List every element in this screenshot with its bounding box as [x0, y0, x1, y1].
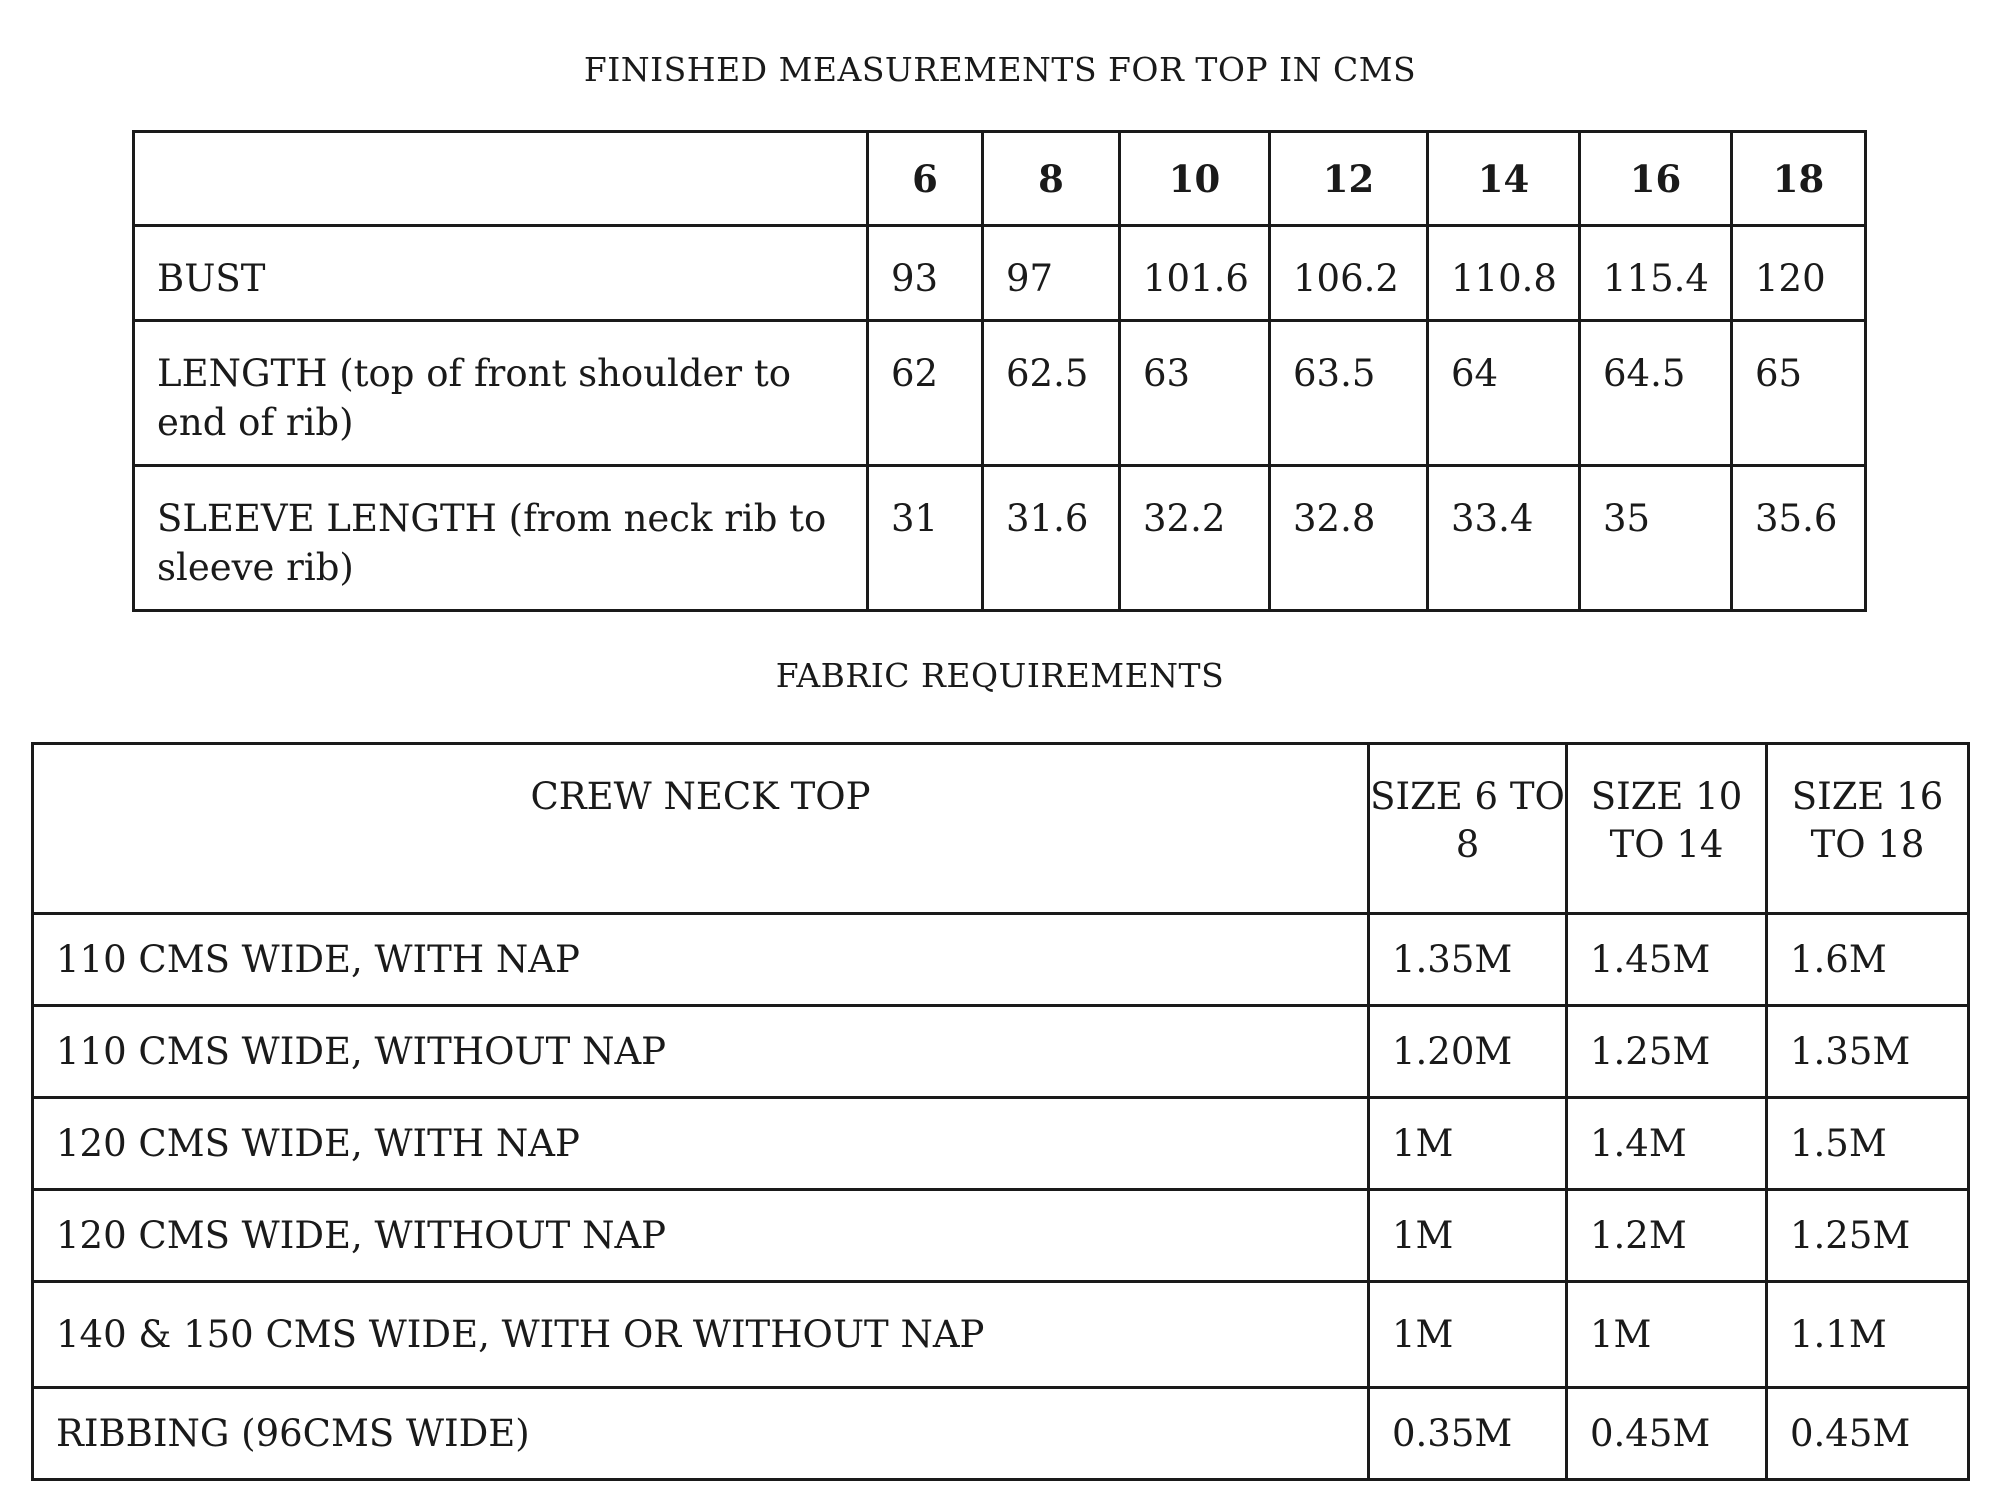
row-label: BUST	[134, 226, 868, 321]
table-row	[33, 1190, 1969, 1282]
fabric-size-column: SIZE 10 TO 14	[1567, 744, 1767, 914]
fabric-header-label: CREW NECK TOP	[33, 744, 1369, 914]
value-cell: 1M	[1369, 1098, 1567, 1190]
measurements-header-row	[134, 132, 1866, 226]
value-cell: 64.5	[1580, 321, 1732, 466]
value-cell: 120	[1732, 226, 1866, 321]
row-label: 120 CMS WIDE, WITH NAP	[33, 1098, 1369, 1190]
measurements-table	[132, 130, 1867, 612]
row-label: LENGTH (top of front shoulder to end of rib)	[134, 321, 868, 466]
table-row	[134, 321, 1866, 466]
value-cell: 35.6	[1732, 466, 1866, 611]
value-cell: 63.5	[1270, 321, 1428, 466]
value-cell: 0.45M	[1567, 1388, 1767, 1480]
value-cell: 1.5M	[1767, 1098, 1969, 1190]
size-header: 14	[1428, 132, 1580, 226]
value-cell: 1M	[1369, 1282, 1567, 1388]
value-cell: 1.25M	[1767, 1190, 1969, 1282]
value-cell: 64	[1428, 321, 1580, 466]
row-label: 110 CMS WIDE, WITH NAP	[33, 914, 1369, 1006]
measurements-corner-cell	[134, 132, 868, 226]
table-row	[33, 1006, 1969, 1098]
table-row	[134, 466, 1866, 611]
measurements-title: FINISHED MEASUREMENTS FOR TOP IN CMS	[583, 50, 1417, 89]
table-row	[33, 1282, 1969, 1388]
value-cell: 1M	[1567, 1282, 1767, 1388]
value-cell: 1.1M	[1767, 1282, 1969, 1388]
table-row	[33, 914, 1969, 1006]
row-label: 120 CMS WIDE, WITHOUT NAP	[33, 1190, 1369, 1282]
size-header: 16	[1580, 132, 1732, 226]
value-cell: 0.45M	[1767, 1388, 1969, 1480]
value-cell: 1.45M	[1567, 914, 1767, 1006]
size-header: 18	[1732, 132, 1866, 226]
value-cell: 31	[868, 466, 983, 611]
size-header: 8	[983, 132, 1120, 226]
size-header: 6	[868, 132, 983, 226]
row-label: RIBBING (96CMS WIDE)	[33, 1388, 1369, 1480]
size-header: 10	[1120, 132, 1270, 226]
table-row	[134, 226, 1866, 321]
value-cell: 101.6	[1120, 226, 1270, 321]
row-label: 110 CMS WIDE, WITHOUT NAP	[33, 1006, 1369, 1098]
value-cell: 97	[983, 226, 1120, 321]
fabric-size-column: SIZE 6 TO 8	[1369, 744, 1567, 914]
value-cell: 1.35M	[1767, 1006, 1969, 1098]
value-cell: 106.2	[1270, 226, 1428, 321]
value-cell: 110.8	[1428, 226, 1580, 321]
value-cell: 35	[1580, 466, 1732, 611]
value-cell: 32.8	[1270, 466, 1428, 611]
fabric-title: FABRIC REQUIREMENTS	[775, 656, 1225, 695]
fabric-header-row	[33, 744, 1969, 914]
fabric-size-column: SIZE 16 TO 18	[1767, 744, 1969, 914]
value-cell: 31.6	[983, 466, 1120, 611]
value-cell: 0.35M	[1369, 1388, 1567, 1480]
size-header: 12	[1270, 132, 1428, 226]
value-cell: 63	[1120, 321, 1270, 466]
row-label: SLEEVE LENGTH (from neck rib to sleeve rib)	[134, 466, 868, 611]
value-cell: 115.4	[1580, 226, 1732, 321]
value-cell: 33.4	[1428, 466, 1580, 611]
table-row	[33, 1098, 1969, 1190]
row-label: 140 & 150 CMS WIDE, WITH OR WITHOUT NAP	[33, 1282, 1369, 1388]
value-cell: 62	[868, 321, 983, 466]
value-cell: 62.5	[983, 321, 1120, 466]
value-cell: 32.2	[1120, 466, 1270, 611]
value-cell: 1.25M	[1567, 1006, 1767, 1098]
value-cell: 1.2M	[1567, 1190, 1767, 1282]
value-cell: 1.4M	[1567, 1098, 1767, 1190]
value-cell: 1.20M	[1369, 1006, 1567, 1098]
fabric-table	[31, 742, 1970, 1481]
value-cell: 1.35M	[1369, 914, 1567, 1006]
value-cell: 1M	[1369, 1190, 1567, 1282]
value-cell: 93	[868, 226, 983, 321]
value-cell: 1.6M	[1767, 914, 1969, 1006]
table-row	[33, 1388, 1969, 1480]
value-cell: 65	[1732, 321, 1866, 466]
